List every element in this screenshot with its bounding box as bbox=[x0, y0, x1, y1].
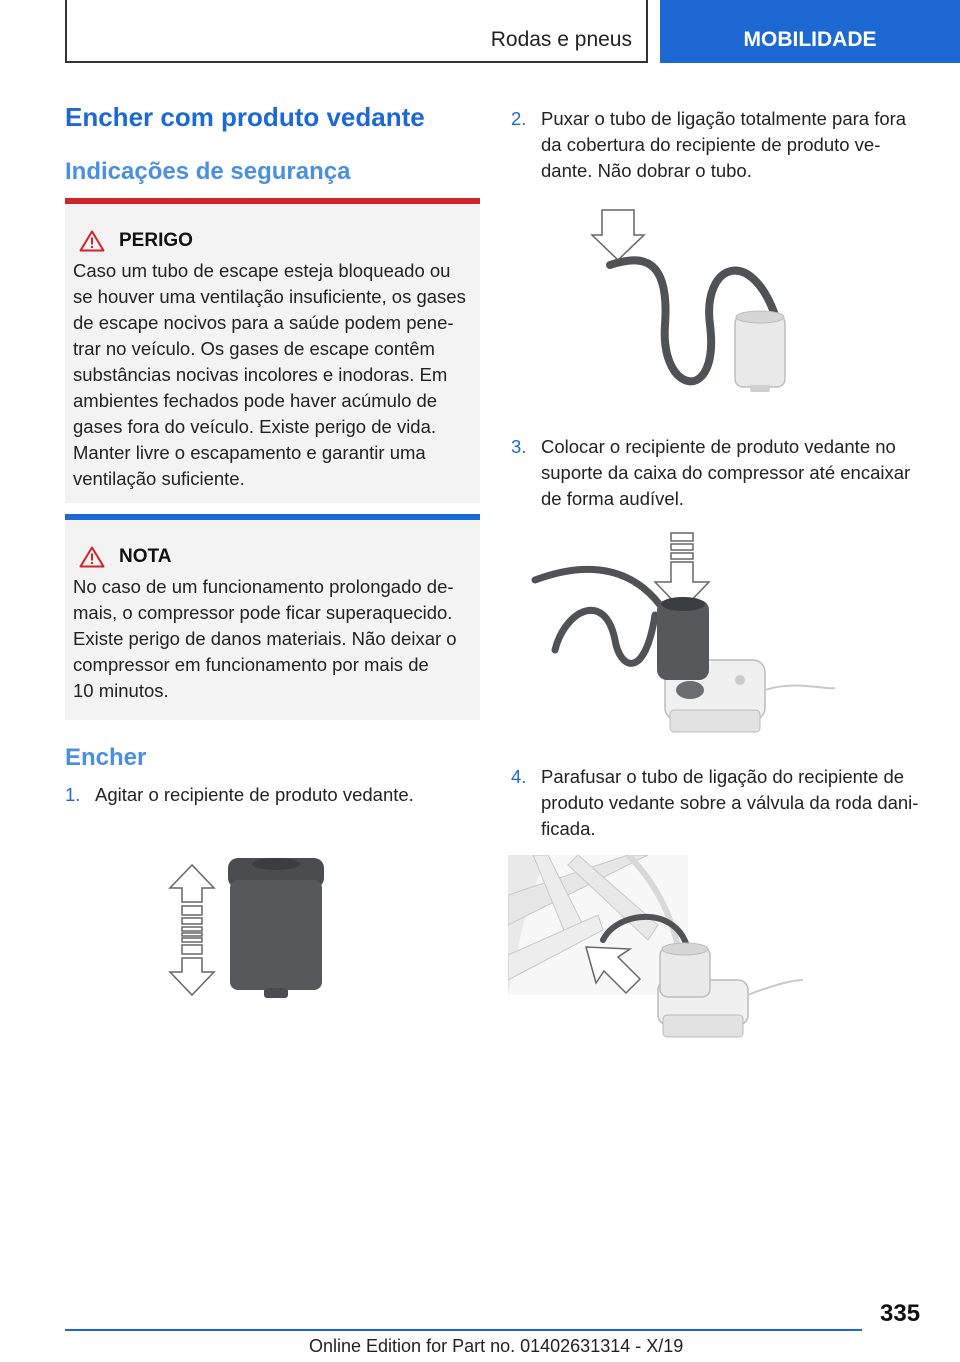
step-line: Puxar o tubo de ligação totalmente para fora bbox=[541, 108, 907, 129]
step-3 bbox=[511, 434, 941, 512]
arrow-icon bbox=[592, 210, 644, 260]
step-line: Parafusar o tubo de ligação do recipiente de bbox=[541, 766, 905, 787]
wheel-valve-figure bbox=[508, 855, 808, 1045]
step-text bbox=[541, 764, 918, 842]
notice-line: Existe perigo de danos materiais. Não deixar o bbox=[73, 628, 457, 649]
danger-line: Manter livre o escapamento e garantir uma bbox=[73, 442, 426, 463]
canister-icon bbox=[660, 943, 710, 997]
step-2 bbox=[511, 106, 941, 184]
step-4 bbox=[511, 764, 941, 842]
header-chapter-label: MOBILIDADE bbox=[743, 27, 877, 51]
step-line: de forma audível. bbox=[541, 488, 684, 509]
notice-line: No caso de um funcionamento prolongado de- bbox=[73, 576, 454, 597]
notice-label: NOTA bbox=[119, 546, 172, 567]
notice-text bbox=[73, 574, 472, 704]
safety-heading: Indicações de segurança bbox=[65, 158, 351, 185]
step-text bbox=[541, 434, 910, 512]
step-line: suporte da caixa do compressor até encaixar bbox=[541, 462, 911, 483]
canister-icon bbox=[735, 311, 785, 392]
danger-line: Caso um tubo de escape esteja bloqueado ou bbox=[73, 260, 451, 281]
fill-heading: Encher bbox=[65, 744, 147, 771]
danger-line: ambientes fechados pode haver acúmulo de bbox=[73, 390, 438, 411]
step-text: Agitar o recipiente de produto vedante. bbox=[95, 784, 414, 805]
step-number: 2. bbox=[511, 108, 527, 129]
notice-warning-box bbox=[65, 514, 480, 720]
step-number: 4. bbox=[511, 766, 527, 787]
canister-icon bbox=[657, 597, 709, 680]
canister-icon bbox=[228, 858, 324, 998]
danger-text bbox=[73, 258, 472, 492]
canister-insert-figure bbox=[525, 530, 845, 745]
danger-title bbox=[79, 230, 472, 252]
footer-divider bbox=[65, 1329, 862, 1331]
danger-label: PERIGO bbox=[119, 230, 193, 251]
warning-triangle-icon bbox=[79, 230, 105, 252]
notice-line: 10 minutos. bbox=[73, 680, 169, 701]
danger-line: gases fora do veículo. Existe perigo de vida. bbox=[73, 416, 437, 437]
step-number: 1. bbox=[65, 784, 81, 805]
danger-warning-box bbox=[65, 198, 480, 503]
step-line: da cobertura do recipiente de produto ve- bbox=[541, 134, 881, 155]
page-number: 335 bbox=[880, 1300, 921, 1327]
notice-title bbox=[79, 546, 472, 568]
danger-line: ventilação suficiente. bbox=[73, 468, 245, 489]
notice-line: compressor em funcionamento por mais de bbox=[73, 654, 429, 675]
hose-pulled-figure bbox=[580, 205, 810, 400]
step-1 bbox=[65, 782, 480, 808]
arrow-icon bbox=[170, 865, 214, 995]
step-number: 3. bbox=[511, 436, 527, 457]
danger-line: de escape nocivos para a saúde podem pene- bbox=[73, 312, 454, 333]
canister-shake-figure bbox=[160, 850, 340, 1010]
header-section-box bbox=[65, 0, 648, 63]
notice-line: mais, o compressor pode ficar superaquecido. bbox=[73, 602, 453, 623]
step-text bbox=[541, 106, 906, 184]
danger-line: substâncias nocivas incolores e inodoras. Em bbox=[73, 364, 448, 385]
page-title: Encher com produto vedante bbox=[65, 102, 425, 132]
danger-line: trar no veículo. Os gases de escape contêm bbox=[73, 338, 435, 359]
warning-triangle-icon bbox=[79, 546, 105, 568]
step-line: ficada. bbox=[541, 818, 596, 839]
footer-edition: Online Edition for Part no. 01402631314 - X/19 bbox=[309, 1336, 684, 1356]
danger-line: se houver uma ventilação insuficiente, os gases bbox=[73, 286, 466, 307]
step-line: produto vedante sobre a válvula da roda dani- bbox=[541, 792, 919, 813]
header-chapter-tab bbox=[660, 0, 960, 63]
step-line: dante. Não dobrar o tubo. bbox=[541, 160, 752, 181]
step-line: Colocar o recipiente de produto vedante no bbox=[541, 436, 896, 457]
header-section-title: Rodas e pneus bbox=[490, 28, 632, 51]
